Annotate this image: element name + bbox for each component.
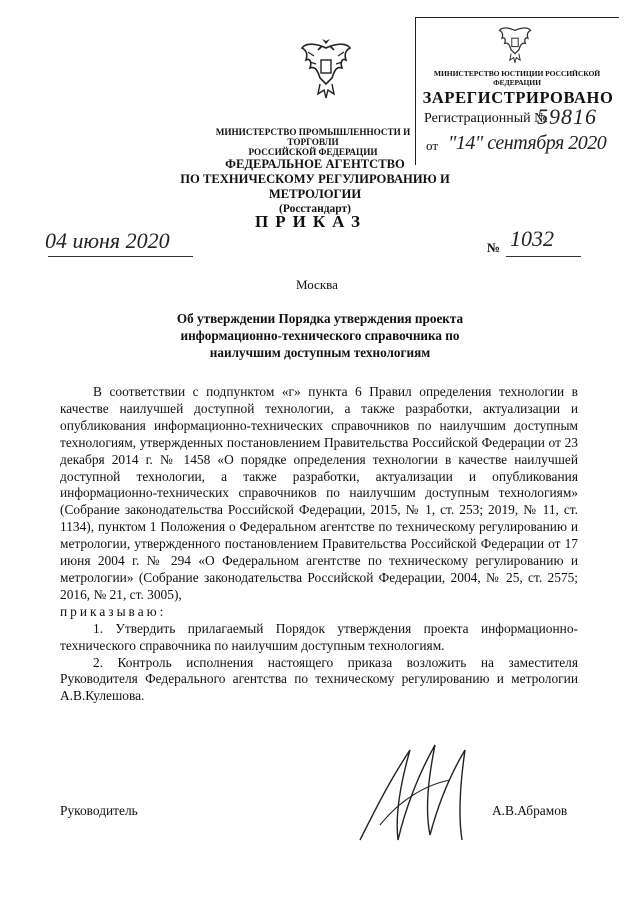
stamp-coat-of-arms-icon xyxy=(497,24,533,64)
stamp-date-label: от xyxy=(426,138,439,153)
subject-line-1: Об утверждении Порядка утверждения проекта xyxy=(176,311,464,326)
ministry-line-1: МИНИСТЕРСТВО ПРОМЫШЛЕННОСТИ И ТОРГОВЛИ xyxy=(215,127,411,147)
order-word: приказываю: xyxy=(60,603,167,619)
stamp-reg-number: 59816 xyxy=(537,104,597,129)
signatory-position: Руководитель xyxy=(60,803,138,818)
order-date: 04 июня 2020 xyxy=(45,228,170,253)
agency-line-1: ФЕДЕРАЛЬНОЕ АГЕНТСТВО xyxy=(225,157,405,171)
order-body xyxy=(60,384,578,705)
ministry-line-2: РОССИЙСКОЙ ФЕДЕРАЦИИ xyxy=(248,147,378,157)
ministry-name xyxy=(193,127,433,157)
order-subject xyxy=(110,310,530,361)
subject-line-2: информационно-технического справочника по xyxy=(180,328,460,343)
agency-line-2: ПО ТЕХНИЧЕСКОМУ РЕГУЛИРОВАНИЮ И МЕТРОЛОГИИ xyxy=(180,172,450,201)
signatory-name: А.В.Абрамов xyxy=(492,803,568,818)
agency-name xyxy=(140,157,490,217)
signature-icon xyxy=(340,730,490,860)
preamble-paragraph: В соответствии с подпунктом «г» пункта 6 Правил определения технологии в качестве наилучшей доступной технологии, а также разработки, актуализации и опубликования информационно-технических справочников по наилучшим доступным технологиям, утвержденных постановлением Правительства Российской Федерации от 23 декабря 2014 г. № 1458 «О порядке определения технологии в качестве наилучшей доступной технологии, а также разработки, актуализации и опубликования информационно-технических справочников по наилучшим доступным технологиям» (Собрание законодательства Российской Федерации, 2015, № 1, ст. 253; 2019, № 11, ст. 1134), пунктом 1 Положения о Федеральном агентстве по техническому регулированию и метрологии, утвержденного постановлением Правительства Российской Федерации от 17 июня 2004 г. № 294 «О Федеральном агентстве по техническому регулированию и метрологии» (Собрание законодательства Российской Федерации, 2004, № 25, ст. 2575; 2016, № 21, ст. 3005), xyxy=(60,384,578,602)
order-item-2: 2. Контроль исполнения настоящего приказа возложить на заместителя Руководителя Федерального агентства по техническому регулированию и метрологии А.В.Кулешова. xyxy=(60,654,578,704)
coat-of-arms-icon xyxy=(300,38,352,100)
order-number: 1032 xyxy=(510,226,554,251)
agency-line-3: (Росстандарт) xyxy=(279,203,351,215)
city: Москва xyxy=(296,277,338,292)
stamp-date-value: "14" сентября 2020 xyxy=(448,132,607,154)
subject-line-3: наилучшим доступным технологиям xyxy=(209,345,431,360)
stamp-reg-label: Регистрационный № xyxy=(424,111,548,126)
stamp-title: ЗАРЕГИСТРИРОВАНО xyxy=(422,88,614,107)
date-underline xyxy=(48,256,193,257)
document-title: ПРИКАЗ xyxy=(255,212,367,231)
order-number-label: № xyxy=(487,240,501,255)
order-item-1: 1. Утвердить прилагаемый Порядок утверждения проекта информационно-технического справочника по наилучшим доступным технологиям. xyxy=(60,620,578,653)
number-underline xyxy=(506,256,581,257)
stamp-ministry: МИНИСТЕРСТВО ЮСТИЦИИ РОССИЙСКОЙ ФЕДЕРАЦИИ xyxy=(433,69,601,87)
